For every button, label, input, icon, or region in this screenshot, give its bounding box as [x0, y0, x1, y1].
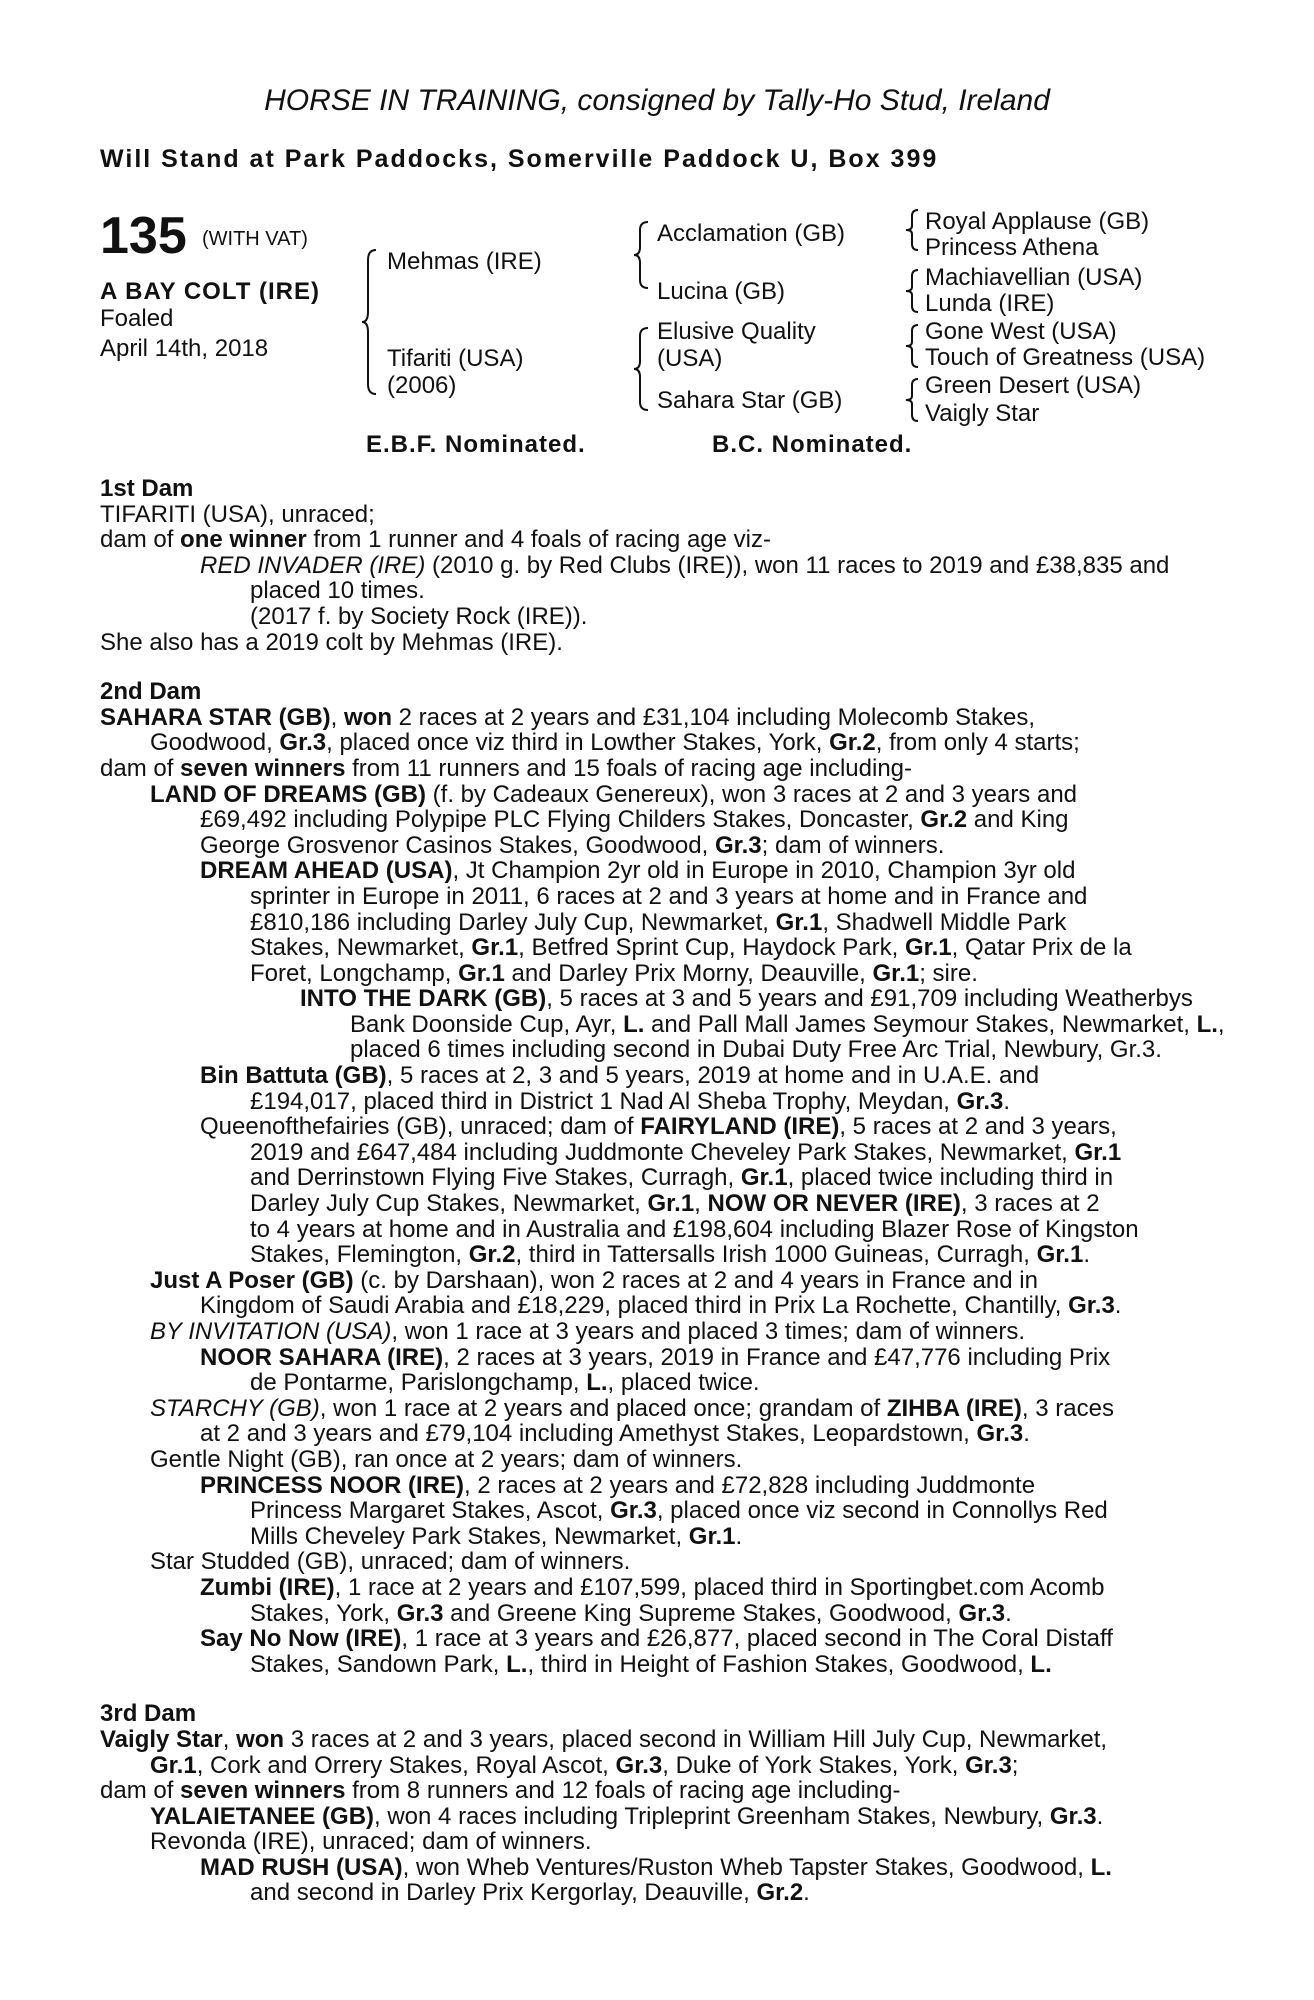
pedigree-sdd: Lunda (IRE): [925, 290, 1055, 317]
pedigree-dam: [387, 345, 523, 399]
body-line: placed 10 times.: [250, 577, 425, 605]
pedigree-sds: Machiavellian (USA): [925, 264, 1143, 291]
body-line: LAND OF DREAMS (GB) (f. by Cadeaux Genereux), won 3 races at 2 and 3 years and: [150, 780, 1078, 808]
foaled-label: Foaled: [100, 305, 174, 332]
body-line: Revonda (IRE), unraced; dam of winners.: [150, 1828, 592, 1856]
body-line: Zumbi (IRE), 1 race at 2 years and £107,599, placed third in Sportingbet.com Acomb: [200, 1573, 1105, 1601]
body-line: placed 6 times including second in Dubai Duty Free Arc Trial, Newbury, Gr.3.: [350, 1036, 1162, 1064]
pedigree-dds: Green Desert (USA): [925, 372, 1142, 399]
pedigree-dam-sire: [657, 318, 816, 372]
body-line: to 4 years at home and in Australia and £198,604 including Blazer Rose of Kingston: [250, 1215, 1139, 1243]
pedigree-sss: Royal Applause (GB): [925, 208, 1150, 235]
pedigree-sire-dam: Lucina (GB): [657, 278, 786, 305]
ebf-nominated: E.B.F. Nominated.: [366, 431, 586, 458]
body-line: sprinter in Europe in 2011, 6 races at 2 and 3 years at home and in France and: [250, 882, 1088, 910]
body-line: £69,492 including Polypipe PLC Flying Childers Stakes, Doncaster, Gr.2 and King: [200, 806, 1069, 834]
foaled-info: [100, 304, 268, 364]
body-line: Stakes, Newmarket, Gr.1, Betfred Sprint Cup, Haydock Park, Gr.1, Qatar Prix de la: [250, 934, 1132, 962]
body-line: George Grosvenor Casinos Stakes, Goodwood, Gr.3; dam of winners.: [200, 831, 945, 859]
body-line: at 2 and 3 years and £79,104 including Amethyst Stakes, Leopardstown, Gr.3.: [200, 1420, 1030, 1448]
body-line: YALAIETANEE (GB), won 4 races including Tripleprint Greenham Stakes, Newbury, Gr.3.: [150, 1802, 1104, 1830]
body-line: INTO THE DARK (GB), 5 races at 3 and 5 years and £91,709 including Weatherbys: [300, 985, 1193, 1013]
pedigree-bracket-ds: [906, 323, 922, 369]
body-line: Just A Poser (GB) (c. by Darshaan), won 2 races at 2 and 4 years in France and in: [150, 1266, 1038, 1294]
bc-nominated: B.C. Nominated.: [712, 431, 913, 458]
body-line: £194,017, placed third in District 1 Nad Al Sheba Trophy, Meydan, Gr.3.: [250, 1087, 1011, 1115]
body-line: dam of seven winners from 8 runners and 12 foals of racing age including-: [100, 1777, 901, 1805]
body-line: TIFARITI (USA), unraced;: [100, 500, 375, 528]
section-heading-1st-dam: 1st Dam: [100, 475, 194, 502]
body-line: She also has a 2019 colt by Mehmas (IRE).: [100, 628, 563, 656]
body-line: BY INVITATION (USA), won 1 race at 3 years and placed 3 times; dam of winners.: [150, 1318, 1026, 1345]
lot-number: 135: [100, 207, 187, 265]
catalogue-body: [100, 476, 1230, 1906]
body-line: Queenofthefairies (GB), unraced; dam of FAIRYLAND (IRE), 5 races at 2 and 3 years,: [200, 1113, 1117, 1141]
body-line: and Derrinstown Flying Five Stakes, Curragh, Gr.1, placed twice including third in: [250, 1164, 1114, 1192]
pedigree-bracket-sire: [634, 220, 654, 290]
lot-description: A BAY COLT (IRE): [100, 278, 321, 305]
body-line: Stakes, Sandown Park, L., third in Height of Fashion Stakes, Goodwood, L.: [250, 1650, 1052, 1678]
pedigree-ddd: Vaigly Star: [925, 400, 1040, 427]
pedigree-dam-year: (2006): [387, 372, 457, 399]
body-line: Darley July Cup Stakes, Newmarket, Gr.1, NOW OR NEVER (IRE), 3 races at 2: [250, 1190, 1100, 1218]
body-line: Stakes, York, Gr.3 and Greene King Supreme Stakes, Goodwood, Gr.3.: [250, 1599, 1012, 1627]
pedigree-dam-dam: Sahara Star (GB): [657, 387, 843, 414]
body-line: Stakes, Flemington, Gr.2, third in Tattersalls Irish 1000 Guineas, Curragh, Gr.1.: [250, 1241, 1090, 1269]
body-line: DREAM AHEAD (USA), Jt Champion 2yr old in Europe in 2010, Champion 3yr old: [200, 857, 1076, 885]
pedigree-dam-sire-name: Elusive Quality: [657, 318, 816, 345]
body-line: Vaigly Star, won 3 races at 2 and 3 years, placed second in William Hill July Cup, Newmarket,: [100, 1725, 1108, 1753]
body-line: 2019 and £647,484 including Juddmonte Cheveley Park Stakes, Newmarket, Gr.1: [250, 1138, 1122, 1166]
body-line: MAD RUSH (USA), won Wheb Ventures/Ruston Wheb Tapster Stakes, Goodwood, L.: [200, 1853, 1112, 1881]
body-line: STARCHY (GB), won 1 race at 2 years and placed once; grandam of ZIHBA (IRE), 3 races: [150, 1394, 1114, 1422]
section-heading-3rd-dam: 3rd Dam: [100, 1700, 197, 1728]
body-line: and second in Darley Prix Kergorlay, Deauville, Gr.2.: [250, 1879, 810, 1907]
body-line: de Pontarme, Parislongchamp, L., placed twice.: [250, 1369, 760, 1397]
pedigree-bracket-ss: [906, 208, 922, 252]
pedigree-ssd: Princess Athena: [925, 234, 1099, 261]
pedigree-bracket-main: [362, 248, 382, 396]
body-line: SAHARA STAR (GB), won 2 races at 2 years and £31,104 including Molecomb Stakes,: [100, 703, 1036, 731]
body-line: Bin Battuta (GB), 5 races at 2, 3 and 5 years, 2019 at home and in U.A.E. and: [200, 1062, 1040, 1090]
body-line: Star Studded (GB), unraced; dam of winners.: [150, 1548, 631, 1576]
body-line: Kingdom of Saudi Arabia and £18,229, placed third in Prix La Rochette, Chantilly, Gr.3.: [200, 1292, 1122, 1320]
pedigree-sire-sire: Acclamation (GB): [657, 220, 846, 247]
pedigree-dam-sire-origin: (USA): [657, 345, 723, 372]
body-line: dam of seven winners from 11 runners and 15 foals of racing age including-: [100, 754, 913, 782]
body-line: RED INVADER (IRE) (2010 g. by Red Clubs (IRE)), won 11 races to 2019 and £38,835 and: [200, 551, 1170, 579]
body-line: Princess Margaret Stakes, Ascot, Gr.3, placed once viz second in Connollys Red: [250, 1497, 1108, 1525]
vat-note: (WITH VAT): [202, 228, 308, 250]
body-line: Goodwood, Gr.3, placed once viz third in Lowther Stakes, York, Gr.2, from only 4 starts;: [150, 729, 1080, 757]
body-line: Gentle Night (GB), ran once at 2 years; dam of winners.: [150, 1445, 743, 1473]
pedigree-bracket-dd: [906, 377, 922, 423]
foaled-date: April 14th, 2018: [100, 335, 269, 362]
body-line: (2017 f. by Society Rock (IRE)).: [250, 602, 588, 630]
body-line: Say No Now (IRE), 1 race at 3 years and £26,877, placed second in The Coral Distaff: [200, 1625, 1113, 1653]
body-line: Bank Doonside Cup, Ayr, L. and Pall Mall James Seymour Stakes, Newmarket, L.,: [350, 1010, 1225, 1038]
pedigree-dam-name: Tifariti (USA): [387, 345, 524, 372]
pedigree-bracket-dam: [634, 326, 654, 412]
body-line: NOOR SAHARA (IRE), 2 races at 3 years, 2019 in France and £47,776 including Prix: [200, 1343, 1111, 1371]
body-line: PRINCESS NOOR (IRE), 2 races at 2 years and £72,828 including Juddmonte: [200, 1471, 1036, 1499]
body-line: Foret, Longchamp, Gr.1 and Darley Prix Morny, Deauville, Gr.1; sire.: [250, 959, 978, 987]
body-line: Gr.1, Cork and Orrery Stakes, Royal Ascot, Gr.3, Duke of York Stakes, York, Gr.3;: [150, 1751, 1019, 1779]
pedigree-bracket-sd: [906, 268, 922, 314]
stand-location: Will Stand at Park Paddocks, Somerville Paddock U, Box 399: [100, 145, 939, 173]
pedigree-dsd: Touch of Greatness (USA): [925, 344, 1206, 371]
page-title: HORSE IN TRAINING, consigned by Tally-Ho Stud, Ireland: [264, 84, 1050, 117]
section-heading-2nd-dam: 2nd Dam: [100, 678, 202, 706]
pedigree-sire: Mehmas (IRE): [387, 248, 542, 275]
body-line: £810,186 including Darley July Cup, Newmarket, Gr.1, Shadwell Middle Park: [250, 908, 1067, 936]
body-line: Mills Cheveley Park Stakes, Newmarket, Gr.1.: [250, 1522, 743, 1550]
body-line: dam of one winner from 1 runner and 4 foals of racing age viz-: [100, 526, 771, 554]
pedigree-dss: Gone West (USA): [925, 318, 1117, 345]
